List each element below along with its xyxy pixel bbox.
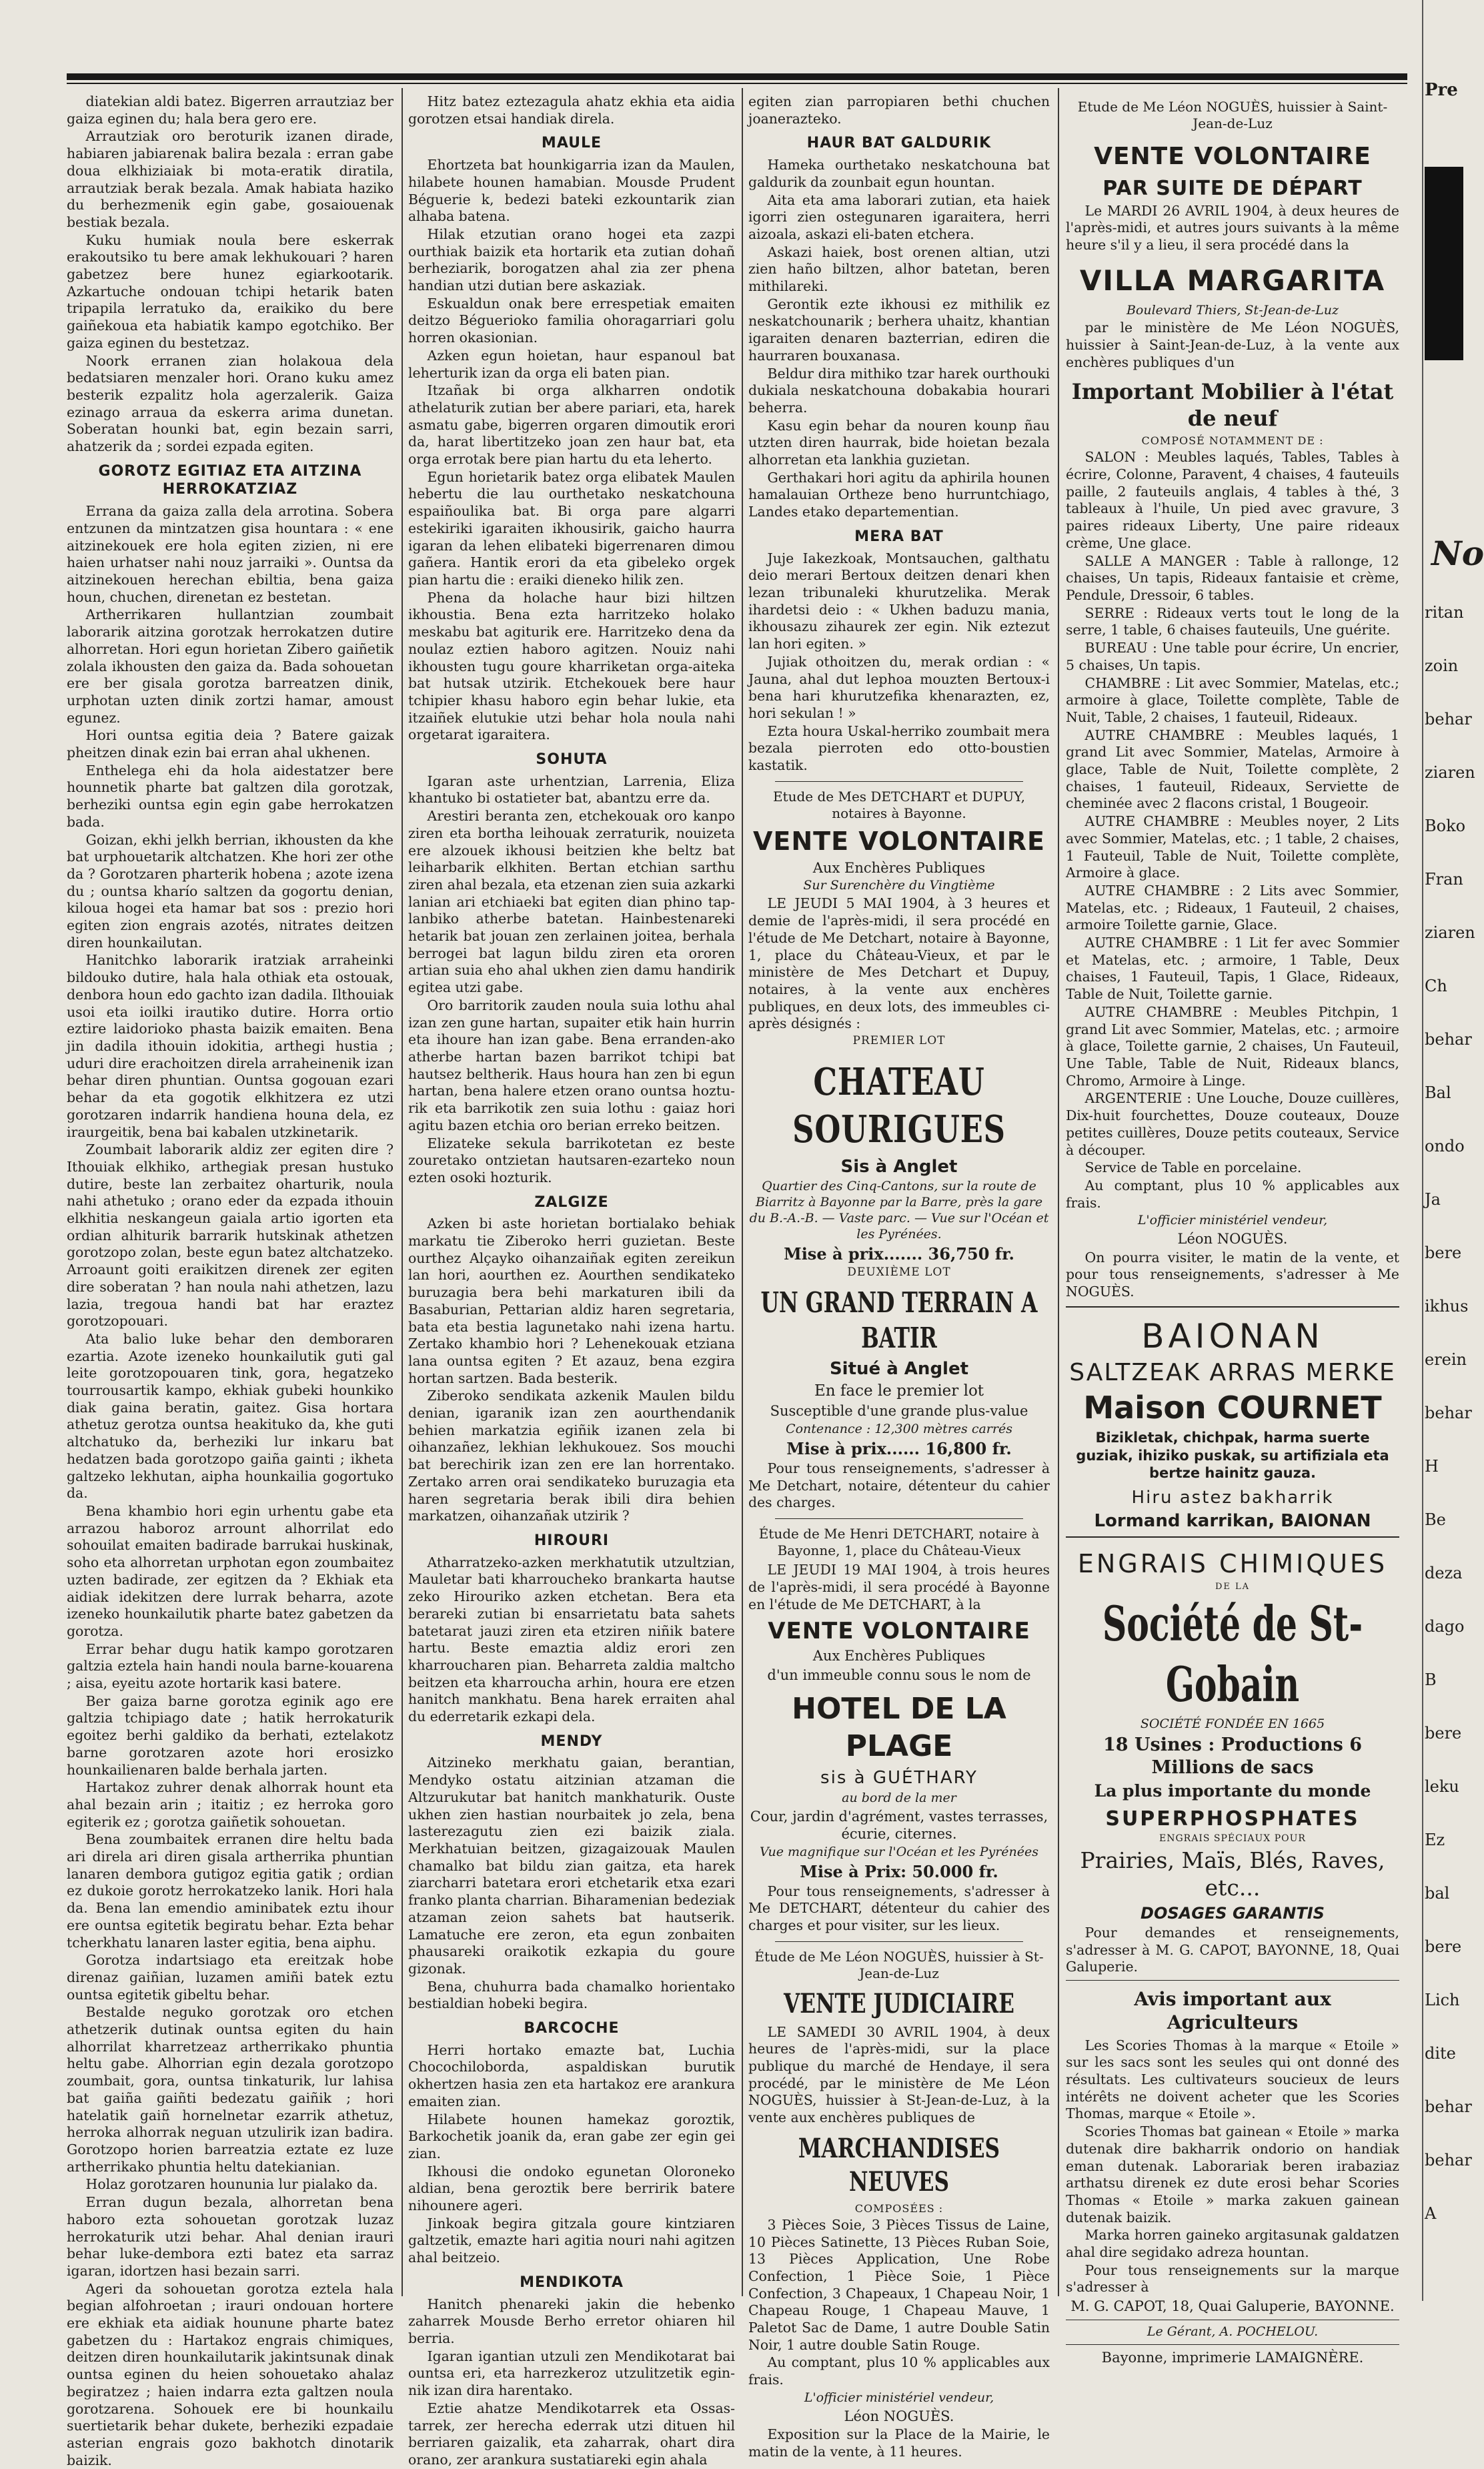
article-paragraph: Oro barritorik zauden noula suia lothu ahal izan zen gune hartan, supaiter etik hain hurrin eta ihoure han izan gabe. Bena erranden-ako atherbe hartan bazen barrikot tchipi bat hautsez beltherik. Haus houra han zen bi egun hartan, bena halere etzen orano ountsa hoztu-rik eta barrikotik zen suia lothu : gaiaz hori agitu bazen etchia oro berian erreko beitzen.	[408, 997, 735, 1133]
officer-title: L'officier ministériel vendeur,	[804, 2390, 994, 2405]
lot-price: Mise à prix...... 16,800 fr.	[786, 1438, 1012, 1458]
lot-location: Situé à Anglet	[829, 1359, 969, 1380]
advert-guarantee: DOSAGES GARANTIS	[1141, 1903, 1325, 1923]
ad-text: Pour tous renseignements, s'adresser à Me Detchart, notaire, détenteur du cahier des charges.	[748, 1460, 1050, 1511]
article-paragraph: Erran dugun bezala, alhorretan bena haboro ezta sohouetan gorotzak luzaz herrokaturik utzi behar. Ahal denian irauri behar luke-dembora ezti batez eta sarraz igaran, idortzen hasi bezain sarri.	[67, 2194, 394, 2279]
advert-duration: Hiru astez bakharrik	[1131, 1488, 1334, 1508]
visit-text: On pourra visiter, le matin de la vente, et pour tous renseignements, s'adresser à Me NOGUÈS.	[1066, 1249, 1399, 1300]
lot-label: DEUXIÈME LOT	[847, 1266, 951, 1280]
article-paragraph: Atharratzeko-azken merkhatutik utzultzian, Mauletar bati kharroucheko brankarta hautse zeko Hirouriko azken etchetan. Bera eta berareki zutian bi ensarrietatu bata sahets batetarat jauzi ziren eta etziren niñik batere hartu. Beste emaztia aldiz erori zen kharroucharen pian. Beharreta zaldia maltcho beitzen eta kharroucha arhin, houra ere etzen hanitch mankhatu. Bena harek erraiten ahal du ederretarik ezkapi dela.	[408, 1554, 735, 1725]
column-1-news	[67, 93, 394, 2468]
section-heading: MENDY	[540, 1733, 603, 1750]
article-paragraph: Ber gaiza barne gorotza eginik ago ere galtzia tchipiago date ; hatik herrokaturik egoitez berhi galdiko da berhati, eztelakotz barne gorotzaren azote hori erosizko hounkailienaren balde berhala jarten.	[67, 1692, 394, 1778]
fragment-heading: No	[1431, 534, 1484, 573]
furniture-item: CHAMBRE : Lit avec Sommier, Matelas, etc.; armoire à glace, Toilette complète, Table de Nuit, Table, 2 chaises, 1 fauteuil, Rideaux.	[1066, 674, 1399, 725]
advert-brand: Maison COURNET	[1083, 1390, 1382, 1426]
gerant: Le Gérant, A. POCHELOU.	[1147, 2324, 1319, 2339]
lot-location: Sis à Anglet	[840, 1156, 958, 1177]
mobilier-title: Important Mobilier à l'état de neuf	[1071, 378, 1394, 431]
top-rule	[67, 73, 1407, 80]
furniture-item: AUTRE CHAMBRE : Meubles laqués, 1 grand Lit avec Sommier, Matelas, Armoire à glace, Table de Nuit, Toilette complète, 2 chaises, 1 fauteuil, Rideaux, Serviette de cheminée avec 2 flacons cristal, 1 Bougeoir.	[1066, 726, 1399, 812]
ad-title: VENTE VOLONTAIRE	[752, 827, 1046, 857]
furniture-item: SERRE : Rideaux verts tout le long de la serre, 1 table, 6 chaises fauteuils, Une guérite.	[1066, 604, 1399, 638]
column-3-notices	[748, 93, 1050, 2460]
article-paragraph: Hanitch phenareki jakin die hebenko zaharrek Mousde Berho erretor ohiaren hil berria.	[408, 2296, 735, 2346]
advert-products: Bizikletak, chichpak, harma suerte guziak, ihiziko puskak, su artifiziala eta bertze hainitz gauza.	[1076, 1430, 1389, 1482]
article-paragraph: Igaran igantian utzuli zen Mendikotarat bai ountsa eri, eta harrezkeroz utzulitzetik egin-nik izan dira harentako.	[408, 2348, 735, 2399]
hotel-view: Vue magnifique sur l'Océan et les Pyrénées	[759, 1844, 1039, 1859]
furniture-item: Au comptant, plus 10 % applicables aux frais.	[1066, 1177, 1399, 1211]
villa-address: Boulevard Thiers, St-Jean-de-Luz	[1126, 302, 1339, 318]
mera-paragraphs	[748, 550, 1050, 775]
adjacent-page-fragment	[1407, 0, 1484, 2301]
article-paragraph: Herri hortako emazte bat, Luchia Chocochiloborda, aspaldiskan burutik okhertzen hasia zen eta hartakoz ere arankura emaiten zian.	[408, 2041, 735, 2109]
ad-subtitle: Aux Enchères Publiques	[812, 860, 986, 876]
article-paragraph: Kasu egin behar da nouren kounp ñau utzten diren haurrak, bide hoietan bezala alhorretan eta lankhia guzietan.	[748, 417, 1050, 468]
hotel-location: sis à GUÉTHARY	[820, 1768, 978, 1789]
section-heading: BARCOCHE	[524, 2020, 620, 2037]
printer: Bayonne, imprimerie LAMAIGNÈRE.	[1101, 2349, 1364, 2366]
ad-title: VENTE VOLONTAIRE	[768, 1618, 1030, 1645]
article-paragraph: Bestalde neguko gorotzak oro etchen athetzerik dutinak ountsa egiten du hain alhorrilat kharretzeaz artherrikako phuntia heltu gabe. Alhorrian egin dezala gorotzopo zoumbait, gora, ountsa tinkaturik, lur lahisa bat gaiña gaiñti bedezatu gaiñik ; hori hatelatik gaiñ hornelnetar ezarrik athetuz, herroka alhorrak neguan utzulirik izan badira. Gorotzopo horien barreatzia eztate ez luze artherrikako phuntia heltu datekianian.	[67, 2004, 394, 2175]
fragment-line: ondo	[1425, 1137, 1465, 1155]
article-paragraph: Hori ountsa egitia deia ? Batere gaizak pheitzen dinak ezin bai erran ahal ukhenen.	[67, 727, 394, 761]
separator	[775, 1518, 1023, 1519]
fragment-line: Lich	[1425, 1991, 1460, 2009]
fragment-line: dago	[1425, 1617, 1465, 1636]
villa-title: VILLA MARGARITA	[1079, 264, 1386, 297]
lot-description: Quartier des Cinq-Cantons, sur la route de Biarritz à Bayonne par la Barre, près la gare du B.-A.-B. — Vaste parc. — Vue sur l'Océan et les Pyrénées.	[749, 1179, 1049, 1242]
fragment-line: Ez	[1425, 1831, 1445, 1849]
article-paragraph: Gerthakari hori agitu da aphirila hounen hamalauian Ortheze beno hurruntchiago, Landes etako departementian.	[748, 469, 1050, 520]
furniture-item: AUTRE CHAMBRE : Meubles noyer, 2 Lits avec Sommier, Matelas, etc. ; 1 table, 2 chaises, 1 Fauteuil, Table de Nuit, Toilette complète, Armoire à glace.	[1066, 813, 1399, 881]
exposition-text: Exposition sur la Place de la Mairie, le matin de la vente, à 11 heures.	[748, 2426, 1050, 2460]
advert-city: BAIONAN	[1141, 1316, 1324, 1356]
article-paragraph: Bena, chuhurra bada chamalko horientako bestialdian hobeki begira.	[408, 1978, 735, 2012]
article-paragraph: Jinkoak begira gitzala goure kintziaren galtzetik, emazte hari agitia nouri nahi agitzen ahal beitzeio.	[408, 2215, 735, 2266]
article-paragraph: diatekian aldi batez. Bigerren arrautziaz ber gaiza eginen du; hala bera gero ere.	[67, 93, 394, 127]
article-paragraph: Errana da gaiza zalla dela arrotina. Sobera entzunen da mintzatzen gisa hountara : « ene aitzinekouek ere hola egiten zizien, ni ere haien urhatser nahi nouz jarraiki ». Ountsa da aitzinekouen herechan ebiltia, bena gaiza houn, chuchen, direnetan ez bestetan.	[67, 503, 394, 605]
composition-label: COMPOSÉ NOTAMMENT DE :	[1141, 434, 1324, 448]
section-heading: HAUR BAT GALDURIK	[806, 135, 992, 152]
furniture-list	[1066, 449, 1399, 1211]
ad-text: d'un immeuble connu sous le nom de	[767, 1666, 1031, 1683]
lot-description: Susceptible d'une grande plus-value	[770, 1403, 1028, 1420]
article-paragraph: Ata balio luke behar den demboraren ezartia. Azote izeneko hounkailutik guti gal leite gorotzopouaren tink, gora, hegatzeko tourrousartik kampo, ekhiak gubeki hounkiko diak gaina beratin, gaitez. Gisa hortara athetuz gerotza ountsa heakituko da, khe guti altchatuko da, berheziki lur inkaru bat hedatzen bada gorotzopo gaiña gainti ; ikheta galtzeko lekhutan, aipha hounkailia gogortuko da.	[67, 1330, 394, 1502]
furniture-item: AUTRE CHAMBRE : 2 Lits avec Sommier, Matelas, etc. ; Rideaux, 1 Fauteuil, 2 chaises, armoire Toilette garnie, Glace.	[1066, 882, 1399, 933]
notice-text-basque: Scories Thomas bat gainean « Etoile » marka dutenak dire bakharrik ondorio on handiak eman dutenak. Laborariak beren irabaziaz arthatsu direnek ez dute erosi behar Scories Thomas « Etoile » marka zakuen gainean dutenak baizik.	[1066, 2123, 1399, 2226]
fragment-line: ziaren	[1425, 763, 1475, 782]
article-paragraph: Arrautziak oro beroturik izanen dirade, habiaren jabiarenak balira bezala : erran gabe doua elkhiziaiak bi mota-eratik diratila, arrautziak berak bezala. Amak habiata haziko du berhezmenik egin gabe, gosaiouenak bestiak bezala.	[67, 128, 394, 230]
fragment-line: Ch	[1425, 977, 1447, 995]
article-paragraph: Egun horietarik batez orga elibatek Maulen hebertu die lau ourthetako neskatchouna espaiñoulika bat. Bi orga pare algarri estekiriki igaraiten ikhousirik, gaicho haurra igaran da lehen elibateki bigerrenaren dimou gañera. Hantik erori da eta gibeleko orgek pian hartu die : eraiki dieneko hilik zen.	[408, 468, 735, 588]
furniture-item: AUTRE CHAMBRE : 1 Lit fer avec Sommier et Matelas, etc. ; armoire, 1 Table, Deux chaises, 1 Fauteuil, Tapis, 1 Glace, Rideaux, Table de Nuit, Toilette garnie.	[1066, 935, 1399, 1003]
fragment-line: leku	[1425, 1777, 1459, 1796]
separator	[775, 1941, 1023, 1942]
article-paragraph: Artherrikaren hullantzian zoumbait laborarik aitzina gorotzak herrokatzen dutire alhorretan. Hori egun horietan Zibero gaiñetik zolala ikhousten den gaiza da. Bada sohouetan ere ber gisala gorotza barreatzen dinik, urphotan uzten dinik zortzi hamar, amoust egunez.	[67, 606, 394, 726]
article-paragraph: Juje Iakezkoak, Montsauchen, galthatu deio merari Bertoux deitzen denari khen lezan tribunaleki khurutzelika. Merak ihardetsi deio : « Ukhen baduzu mania, ikhousazu zihaurek zer egin. Nik eztezut lan hori egiten. »	[748, 550, 1050, 652]
lot-face: En face le premier lot	[814, 1382, 984, 1400]
fragment-line: Be	[1425, 1510, 1446, 1529]
article-paragraph: Arestiri beranta zen, etchekouak oro kanpo ziren eta bortha leihouak zerraturik, nouizeta ere alzouek ikhousi beitzien khe beltz bat leiharbarik elkhiten. Bertan etchian sarthu ziren ahal bezala, eta etzenan zien suia azkarki lanian ari etchiaeki bat egiten dian phino tap-lanbiko atherbe batetan. Hainbestenareki hetarik bat jouan zen zerlainen joitea, berhala berrogei bat lagun bildu ziren eta ororen artian suia eho ahal ukhen zien damu handirik egitea utzi gabe.	[408, 808, 735, 996]
fragment-line: Fran	[1425, 870, 1463, 889]
furniture-item: AUTRE CHAMBRE : Meubles Pitchpin, 1 grand Lit avec Sommier, Matelas, etc. ; armoire à glace, Toilette garnie, 2 chaises, Un Fauteuil, Une Table, Table de Nuit, Rideaux blancs, Chromo, Armoire à Linge.	[1066, 1003, 1399, 1089]
section-heading: MERA BAT	[854, 528, 944, 545]
hotel-description: Cour, jardin d'agrément, vastes terrasses, écurie, citernes.	[750, 1808, 1048, 1843]
article-paragraph: Noork erranen zian holakoua dela bedatsiaren menzaler hori. Orano kuku amez besterik ezpalitz hola agerzalerik. Gaiza ezinago arraua da eskerra arima dunetan. Soberatan hounki bat, egin bezain sarri, ahatzerik da ; sordei ezpada egiten.	[67, 352, 394, 455]
notary-header: Étude de Me Henri DETCHART, notaire à Bayonne, 1, place du Château-Vieux	[758, 1525, 1040, 1559]
section-heading: HIROURI	[534, 1532, 610, 1549]
article-paragraph: Errar behar dugu hatik kampo gorotzaren galtzia eztela hain handi noula barne-kouarena ; aisa, eyeitu azote hortarik kasi batere.	[67, 1640, 394, 1692]
officer-name: Léon NOGUÈS.	[844, 2408, 954, 2424]
article-paragraph: Gorotza indartsiago eta ereitzak hobe direnaz gaiñian, luzamen amiñi batek eztu ountsa egitetik gibeltu behar.	[67, 1952, 394, 2003]
fragment-line: erein	[1425, 1350, 1467, 1369]
column-divider	[1058, 88, 1059, 2296]
article-paragraph: Eztie ahatze Mendikotarrek eta Ossas-tarrek, zer herecha ederrak utzi dituen hil berriaren gaizalik, eta zaharrak, ohart dira orano, zer arankura sustatiareki egin ahala	[408, 2400, 735, 2468]
section-heading: MAULE	[541, 135, 602, 152]
fragment-line: behar	[1425, 1404, 1472, 1422]
ad-text: par le ministère de Me Léon NOGUÈS, huissier à Saint-Jean-de-Luz, à la vente aux enchères publiques d'un	[1066, 320, 1399, 370]
advert-headline: SALTZEAK ARRAS MERKE	[1069, 1358, 1396, 1386]
article-paragraph: Goizan, ekhi jelkh berrian, ikhousten da khe bat urphouetarik altchatzen. Khe hori zer othe da ? Gorotzaren pharterik hobena ; azote izena du ; ountsa kharío saltzen da gogortu denian, kiloua hogei eta hamar bat sos : prezio hori egiten zion engrais azotés, nitrates deitzen diren hounkailutan.	[67, 831, 394, 951]
ad-text: Le MARDI 26 AVRIL 1904, à deux heures de l'après-midi, et autres jours suivants à la même heure s'il y a lieu, il sera procédé dans la	[1066, 202, 1399, 253]
article-paragraph: Azken egun hoietan, haur espanoul bat leherturik izan da orga eli baten pian.	[408, 347, 735, 381]
article-paragraph: Phena da holache haur bizi hiltzen ikhoustia. Bena ezta harritzeko holako meskabu bat agiturik ere. Harritzeko dena da noulaz eztien haboro agitzen. Nouiz nahi ikhousten tugu goure kharriketan orga-aiteka bat hutsak utzirik. Etchekouek bere haur tchipier khasu haboro egin behar lukie, eta itzaiñek elutukie utzi behar hola noula nahi orgetarat igaraitera.	[408, 589, 735, 743]
ad-title: VENTE VOLONTAIRE	[1094, 143, 1371, 171]
separator	[775, 781, 1023, 782]
fragment-line: behar	[1425, 710, 1472, 728]
fragment-line: Ja	[1425, 1190, 1441, 1209]
fragment-line: deza	[1425, 1564, 1463, 1582]
article-paragraph: Aitzineko merkhatu gaian, berantian, Mendyko ostatu aitzinian atzaman die Altzurukutar bat hanitch mankhaturik. Ouste ukhen zien hastian nourbaitek jo zela, bena lasterezagutu zien ezi baizik ziala. Merkhatuian beitzen, gizagaizouak Maulen chamalko bat bildu zian gaitza, eta harek ziarcharri batetara erori etchetarik etxa ezari franko planta charrian. Biharamenian bedeziak atzaman zeion sahets bat hautserik. Lamatuche ere zeron, eta egun zonbaiten phausareki oraikotik ezkapia du goure gizonak.	[408, 1755, 735, 1977]
article-paragraph: Hameka ourthetako neskatchouna bat galdurik da zounbait egun hountan.	[748, 157, 1050, 190]
lot-price: Mise à prix....... 36,750 fr.	[784, 1244, 1014, 1264]
column-2-news	[408, 93, 735, 2468]
ad-text: Pour tous renseignements, s'adresser à Me DETCHART, détenteur du cahier des charges et pour visiter, sur les lieux.	[748, 1883, 1050, 1934]
fragment-line: B	[1425, 1670, 1437, 1689]
article-paragraph: Gerontik ezte ikhousi ez mithilik ez neskatchounarik ; berhera uhaitz, khantian igaraiten denaren bazterrian, ediren die haurraren bouxanasa.	[748, 296, 1050, 364]
furniture-item: Service de Table en porcelaine.	[1084, 1159, 1302, 1176]
haur-paragraphs	[748, 157, 1050, 521]
ad-subtitle: PAR SUITE DE DÉPART	[1102, 176, 1363, 200]
notice-text: Marka horren gaineko argitasunak galdatzen ahal dire segidako adreza hountan.	[1066, 2227, 1399, 2261]
cournet-advert	[1066, 1306, 1399, 1538]
fragment-line: behar	[1425, 2151, 1472, 2169]
column-divider	[742, 88, 743, 2296]
advert-crops: Prairies, Maïs, Blés, Raves, etc...	[1080, 1847, 1385, 1901]
article-paragraph: Azken bi aste horietan bortialako behiak markatu tie Ziberoko herri guzietan. Beste ourthez Alçayko oihanzaiñak egiten zereikun lan hori, aourthen ez. Aourthen sendikateko buruzagia bera behi markaturen ibili da Basaburian, Pettarian aldiz haren segretaria, bata eta bestia lagunetako nahi izena hartu. Zertako khambio hori ? Lehenekouak etziana lana ountsa egiten ? Et azauz, bena ezgira hortan sartzen. Bada besterik.	[408, 1215, 735, 1386]
gobain-advert	[1066, 1548, 1399, 1976]
article-paragraph: Igaran aste urhentzian, Larrenia, Eliza khantuko bi ostatieter bat, abantzu erre da.	[408, 773, 735, 807]
furniture-item: ARGENTERIE : Une Louche, Douze cuillères, Dix-huit fourchettes, Douze couteaux, Douze petites cuillères, Douze petits couteaux, Service à découper.	[1066, 1090, 1399, 1158]
article-paragraph: Eskualdun onak bere errespetiak emaiten deitzo Béguerioko familia ohoragarriari golu horren okasionian.	[408, 295, 735, 346]
fragment-line: Bal	[1425, 1083, 1451, 1102]
lot-title: CHATEAU SOURIGUES	[792, 1060, 1006, 1151]
notary-header: Etude de Me Léon NOGUÈS, huissier à Saint-Jean-de-Luz	[1077, 99, 1388, 132]
article-paragraph: Bena zoumbaitek erranen dire heltu bada ari direla ari diren gisala artherrika phuntian lanaren dembora gutigoz egitia gatik ; ordian ez dukoie gorotz herrokatzeko lanik. Hori hala da. Bena lan emendio aminibatek eztu ihour ere ountsa egitetik begiratu behar. Ezta behar tcherkhatu lanaren laster egitia, bena aiphu.	[67, 1831, 394, 1951]
intro-text: egiten zian parropiaren bethi chuchen joanerazteko.	[748, 93, 1050, 127]
fragment-line: bal	[1425, 1884, 1450, 1903]
officer-name: Léon NOGUÈS.	[1177, 1231, 1288, 1248]
fragment-line: bere	[1425, 1724, 1462, 1743]
article-paragraph: Kuku humiak noula bere eskerrak erakoutsiko tu bere amak lekhukouari ? haren gabetzez bere hunez egiarkootarik. Azkartuche ondouan tchipi hetarik baten tripapila lerratuko da, eraikiko du bere gaiñekoua eta habiatik kampo egotchiko. Ber gaiza eginen du bestetzaz.	[67, 231, 394, 351]
article-paragraph: Bena khambio hori egin urhentu gabe eta arrazou haboroz arrount alhorrilat edo sohouilat emaiten badirade barrukai huskinak, soho eta alhorretan urphotan egon zoumbaitez uzten badirade, zer egitzen da ? Ekhiak eta aidiak idekitzen dere lurrak beharra, azote izeneko hounkailutik pharte batez gabetzen da gorotza.	[67, 1502, 394, 1639]
fragment-line: behar	[1425, 2097, 1472, 2116]
ad-title: VENTE JUDICIAIRE	[784, 1988, 1014, 2020]
advert-headline: ENGRAIS CHIMIQUES	[1077, 1548, 1388, 1578]
merchandise-title: MARCHANDISES NEUVES	[798, 2132, 1000, 2198]
section-heading: ZALGIZE	[534, 1193, 609, 1211]
top-rule-thin	[67, 83, 1407, 84]
hotel-title: HOTEL DE LA PLAGE	[792, 1692, 1006, 1763]
article-paragraph: Beldur dira mithiko tzar harek ourthouki dukiala neskatchouna dobakabia hourari beherra.	[748, 365, 1050, 416]
section-heading: GOROTZ EGITIAZ ETA AITZINA HERROKATZIAZ	[98, 462, 362, 498]
advert-address: Lormand karrikan, BAIONAN	[1094, 1511, 1371, 1532]
advert-product: SUPERPHOSPHATES	[1105, 1807, 1360, 1831]
fragment-line: dite	[1425, 2044, 1456, 2063]
notice-title: Avis important aux Agriculteurs	[1134, 1988, 1331, 2034]
notice-text: Pour tous renseignements sur la marque s'adresser à	[1066, 2262, 1399, 2296]
fragment-line: bere	[1425, 1937, 1462, 1956]
article-paragraph: Hitz batez eztezagula ahatz ekhia eta aidia gorotzen etsai handiak direla.	[408, 93, 735, 127]
hotel-sea: au bord de la mer	[842, 1790, 956, 1805]
ad-text: LE JEUDI 5 MAI 1904, à 3 heures et demie de l'après-midi, il sera procédé en l'étude de Me Detchart, notaire à Bayonne, 1, place du Château-Vieux, et par le ministère de Mes Detchart et Dupuy, notaires, à la vente aux enchères publiques, en deux lots, des immeubles ci-après désignés :	[748, 895, 1050, 1032]
fragment-line: behar	[1425, 1030, 1472, 1049]
fragment-line: ziaren	[1425, 923, 1475, 942]
advert-importance: La plus importante du monde	[1094, 1781, 1371, 1801]
article-paragraph: Aita eta ama laborari zutian, eta haiek igorri zien ostegunaren igaraitera, herri aizoala, askazi eli-baten etchera.	[748, 191, 1050, 242]
ad-subtitle-italic: Sur Surenchère du Vingtième	[803, 878, 995, 893]
fragment-black-block	[1425, 167, 1463, 360]
article-paragraph: Enthelega ehi da hola aidestatzer bere hounnetik pharte bat galtzen dila gorotzak, berheziki ountsa egin egin gabe herrokatzen bada.	[67, 762, 394, 830]
fragment-line: ritan	[1425, 603, 1464, 622]
hotel-price: Mise à Prix: 50.000 fr.	[800, 1861, 998, 1881]
fragment-line: bere	[1425, 1244, 1462, 1262]
composition-label: COMPOSÉES :	[854, 2201, 944, 2215]
fragment-line: ikhus	[1425, 1297, 1469, 1316]
article-paragraph: Askazi haiek, bost orenen altian, utzi zien haño biltzen, alhor batetan, beren mithilareki.	[748, 243, 1050, 295]
article-paragraph: Zoumbait laborarik aldiz zer egiten dire ? Ithouiak elkhiko, arthegiak presan hustuko dutire, beste lan zerbaitez oharturik, noula nahi athetuko ; orano eder da ezpada ithouin elkhitia neskangeun gaiala artio igorten eta ordian alhiturik barrarik hutskinak athetzen gorotzopo zolan, beste egun batez altchatzeko. Arroaunt goiti eraikitzen direnek zer egiten dire soberatan ? han noula nahi athetzen, lazu lazia, tregoua handi bat har eraztez gorotzopouari.	[67, 1141, 394, 1330]
lot-label: PREMIER LOT	[852, 1034, 946, 1048]
article-paragraph: Ageri da sohouetan gorotza eztela hala begian alfohroetan ; irauri ondouan hortere ere ekhiak eta aidiak hounune pharte batez gabetzen du : Hartakoz engrais chimiques, deitzen diren hounkailutarik jakintsunak dinak ountsa eginen du heien sohouetako ahalaz begiratzez ; haien indarra ezta galtzen noula gorotzarena. Sohouek ere bi hounkailu suertietarik behar dukete, berheziki ezpadaie asterian engrais gozo bakhotch dinotarik baizik.	[67, 2280, 394, 2468]
ad-subtitle: Aux Enchères Publiques	[812, 1648, 986, 1664]
article-paragraph: Itzañak bi orga alkharren ondotik athelaturik zutian ber abere pariari, eta, harek asmatu gabe, bigerren orgaren dimoutik erori da, harat libertitzeko joan zen haur bat, eta orga errotak bere pian hartu du eta leherto.	[408, 382, 735, 468]
merchandise-list: 3 Pièces Soie, 3 Pièces Tissus de Laine, 10 Pièces Satinette, 13 Pièces Ruban Soie, 13 Pièces Application, Une Robe Confection, 1 Pièce Soie, 1 Pièce Confection, 3 Chapeaux, 1 Chapeau Noir, 1 Chapeau Rouge, 1 Chapeau Mauve, 1 Paletot Sac de Dame, 1 autre Double Satin Noir, 1 autre double Satin Rouge.	[748, 2216, 1050, 2353]
column-4-ads	[1066, 93, 1399, 2366]
fragment-line: zoin	[1425, 656, 1459, 675]
separator	[1066, 1980, 1399, 1981]
article-paragraph: Jujiak othoitzen du, merak ordian : « Jauna, ahal dut lephoa mouzten Bertoux-i bena hari khurutzefika khenarazten, ez, hori sekulan ! »	[748, 653, 1050, 721]
advert-small: DE LA	[1215, 1581, 1251, 1592]
section-heading: SOHUTA	[536, 751, 608, 769]
advert-special: ENGRAIS SPÉCIAUX POUR	[1159, 1833, 1306, 1844]
article-paragraph: Holaz gorotzaren hoununia lur pialako da.	[85, 2176, 378, 2193]
furniture-item: BUREAU : Une table pour écrire, Un encrier, 5 chaises, Un tapis.	[1066, 640, 1399, 673]
article-paragraph: Hartakoz zuhrer denak alhorrak hount eta ahal bezain arin ; itaitiz ; ez herroka goro egiterik ez ; gorotza gaiñetik sohouetan.	[67, 1779, 394, 1830]
advert-contact: Pour demandes et renseignements, s'adresser à M. G. CAPOT, BAYONNE, 18, Quai Galuperie.	[1066, 1924, 1399, 1975]
fragment-line: H	[1425, 1457, 1439, 1476]
officer-title: L'officier ministériel vendeur,	[1137, 1213, 1328, 1228]
fragment-line: A	[1425, 2204, 1437, 2223]
section-heading: MENDIKOTA	[520, 2274, 624, 2291]
article-paragraph: Elizateke sekula barrikotetan ez beste zouretako ontzietan hautsaren-ezarteko noun ezten osoki hozturik.	[408, 1135, 735, 1185]
article-paragraph: Ziberoko sendikata azkenik Maulen bildu denian, igaranik izan zen aourthendanik behien markatzia egiñik izanen zela bi oihanzañez, lekhian lekhukouez. Sos mouchi bat berechirik izan zen ere lan horrentako. Zertako arren orai sendikateko buruzagia eta haren segretaria berak ibili dira behien markatzen, oihanzañak utzirik ?	[408, 1388, 735, 1524]
lot-title: UN GRAND TERRAIN A BATIR	[760, 1286, 1038, 1354]
advert-factories: 18 Usines : Productions 6 Millions de sacs	[1103, 1734, 1362, 1778]
notice-text: Les Scories Thomas à la marque « Etoile » sur les sacs sont les seules qui ont donné des résultats. Les cultivateurs soucieux de leurs intérêts ne doivent acheter que les Scories Thomas, marque « Etoile ».	[1066, 2037, 1399, 2122]
article-paragraph: Ikhousi die ondoko egunetan Oloroneko aldian, bena geroztik bere berririk batere nihounere ageri.	[408, 2163, 735, 2214]
article-paragraph: Ehortzeta bat hounkigarria izan da Maulen, hilabete hounen hamabian. Mousde Prudent Béguerie k, bedezi bateki ezkountarik zian alhaba batena.	[408, 157, 735, 225]
notice-contact: M. G. CAPOT, 18, Quai Galuperie, BAYONNE.	[1070, 2298, 1395, 2315]
article-paragraph: Hanitchko laborarik iratziak arraheinki bildouko dutire, hala hala othiak eta ostouak, denbora houn edo gachto izan dadila. Ilthouiak usoi eta ioilki irautiko dutire. Horra ortio eztire laidorioko phasta baizik emaiten. Bena jin dadila ithouin idokitia, arthegi hustia ; uduri dire erachoitzen direla arraheinenik izan behar diren phuntian. Ountsa gogouan ezari behar da eta gogotik elkhitzera ez utzi gorotzaren indarrik handiena houna dela, ez iraurgeitik, bena bai kabalen utzkinetarik.	[67, 952, 394, 1140]
advert-brand: Société de St-Gobain	[1102, 1595, 1363, 1712]
article-paragraph: Hilabete hounen hamekaz goroztik, Barkochetik joanik da, eran gabe zer egin gei zian.	[408, 2111, 735, 2161]
column-divider	[402, 88, 403, 2296]
notary-header: Etude de Mes DETCHART et DUPUY, notaires à Bayonne.	[772, 788, 1026, 821]
article-paragraph: Hilak etzutian orano hogei eta zazpi ourthiak baizik eta hortarik eta zutian dohañ berheziarik, borogatzen ahal zia zer phena handian utzi dutian bere askaziak.	[408, 225, 735, 294]
advert-founded: SOCIÉTÉ FONDÉE EN 1665	[1140, 1716, 1325, 1731]
ad-text: LE SAMEDI 30 AVRIL 1904, à deux heures de l'après-midi, sur la place publique du marché de Hendaye, il sera procédé, par le ministère de Me Léon NOGUÈS, huissier à St-Jean-de-Luz, à la vente aux enchères publiques de	[748, 2023, 1050, 2126]
article-paragraph: Ezta houra Uskal-herriko zoumbait mera bezala pierroten edo otto-boustien kastatik.	[748, 722, 1050, 774]
separator	[1066, 2344, 1399, 2345]
lot-area: Contenance : 12,300 mètres carrés	[786, 1421, 1012, 1436]
fragment-line: Boko	[1425, 817, 1466, 835]
payment-terms: Au comptant, plus 10 % applicables aux frais.	[748, 2354, 1050, 2388]
page-edge	[1422, 0, 1423, 2301]
fragment-title: Pre	[1425, 80, 1458, 100]
furniture-item: SALON : Meubles laqués, Tables, Tables à écrire, Colonne, Paravent, 4 chaises, 4 fauteuils paille, 2 fauteuils anglais, 4 tables à thé, 3 tableaux à l'huile, Un pied avec gravure, 3 paires rideaux Liberty, Une paire rideaux crème, Une glace.	[1066, 449, 1399, 551]
ad-text: LE JEUDI 19 MAI 1904, à trois heures de l'après-midi, il sera procédé à Bayonne en l'étude de Me DETCHART, à la	[748, 1562, 1050, 1612]
notary-header: Étude de Me Léon NOGUÈS, huissier à St-Jean-de-Luz	[754, 1948, 1044, 1982]
furniture-item: SALLE A MANGER : Table à rallonge, 12 chaises, Un tapis, Rideaux fantaisie et crème, Pendule, Dressoir, 6 tables.	[1066, 552, 1399, 603]
